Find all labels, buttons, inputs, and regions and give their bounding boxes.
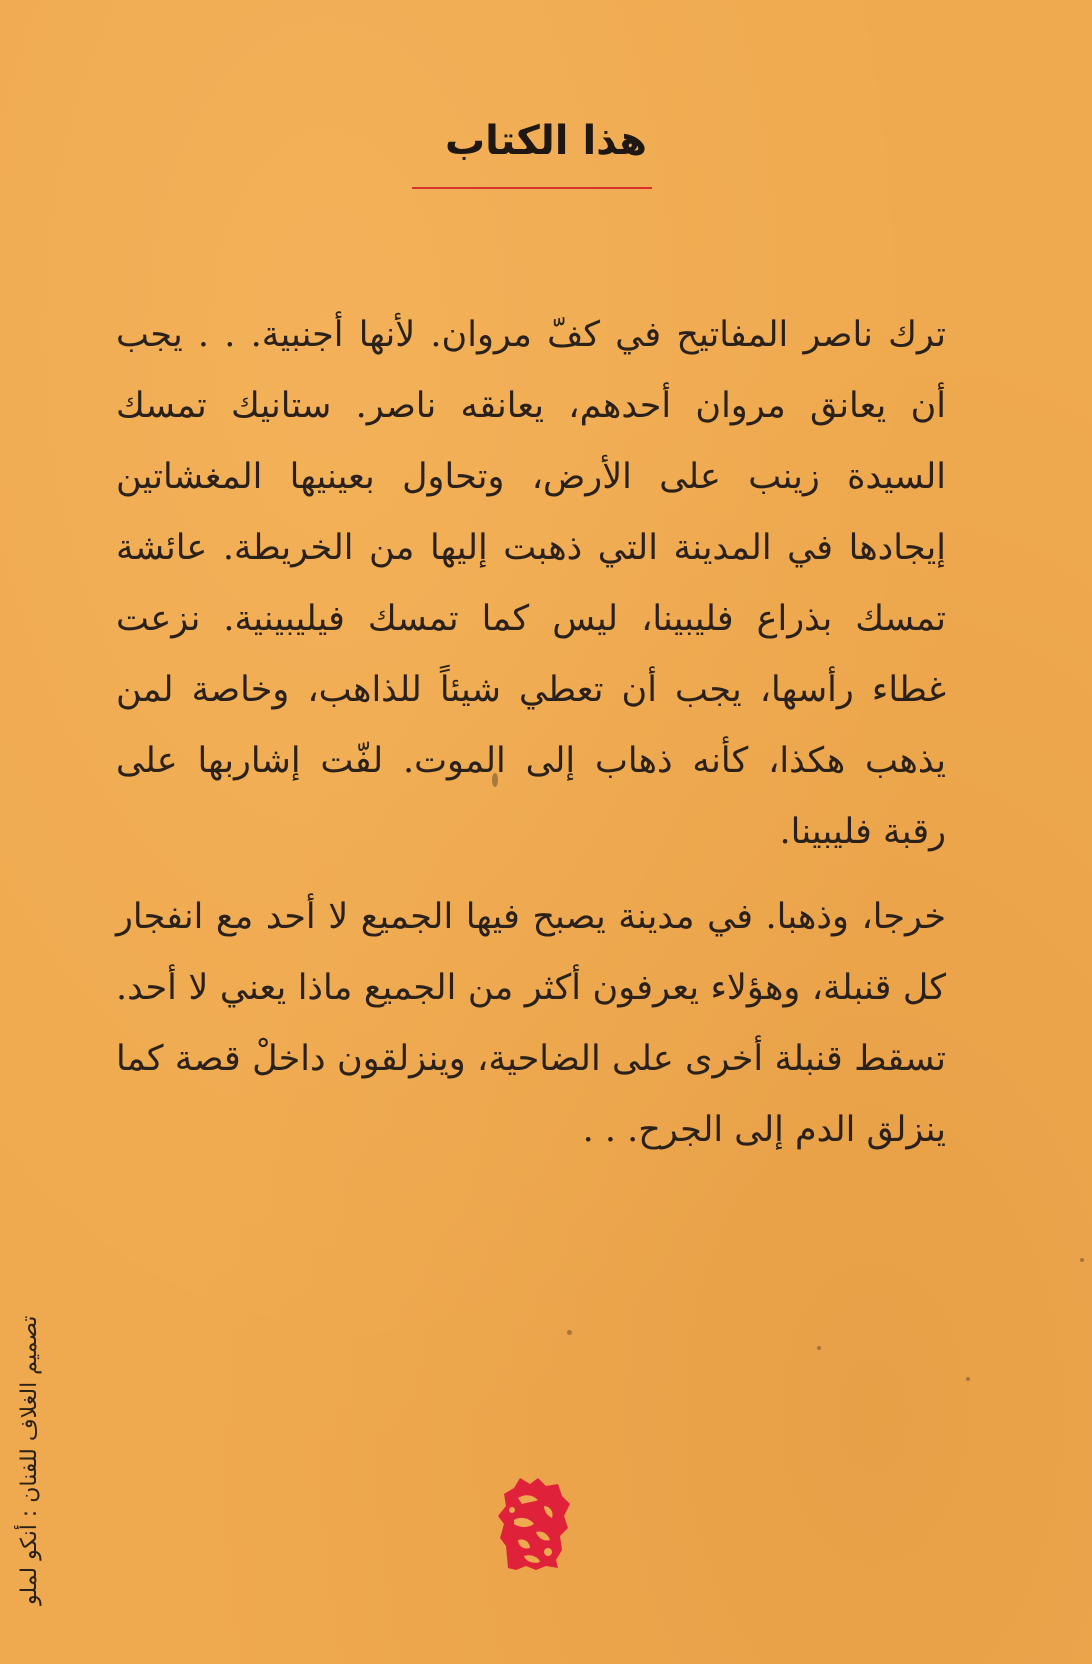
publisher-logo-svg [488, 1476, 574, 1572]
paper-speck [966, 1377, 970, 1381]
paper-speck [567, 1330, 572, 1335]
paper-speck [492, 773, 498, 787]
cover-design-credit: تصميم الغلاف للفنان : أنكو لملو [17, 1315, 42, 1605]
blurb-paragraph-2: خرجا، وذهبا. في مدينة يصبح فيها الجميع لا أحد مع انفجار كل قنبلة، وهؤلاء يعرفون أكثر من الجميع ماذا يعني لا أحد. تسقط قنبلة أخرى على الضاحية، وينزلقون داخلْ قصة كما ينزلق الدم إلى الجرح. . . [116, 897, 946, 1150]
cover-title: هذا الكتاب [444, 118, 647, 164]
blurb-text [116, 300, 946, 1166]
title-underline [412, 187, 652, 189]
blurb-paragraph-1: ترك ناصر المفاتيح في كفّ مروان. لأنها أجنبية. . . يجب أن يعانق مروان أحدهم، يعانقه ناصر. ستانيك تمسك السيدة زينب على الأرض، وتحاول بعينيها المغشاتين إيجادها في المدينة التي ذهبت إليها من الخريطة. عائشة تمسك بذراع فليبينا، ليس كما تمسك فيليبينية. نزعت غطاء رأسها، يجب أن تعطي شيئاً للذاهب، وخاصة لمن يذهب هكذا، كأنه ذهاب إلى الموت. لفّت إشاربها على رقبة فليبينا. [116, 315, 946, 852]
publisher-logo-icon [488, 1476, 574, 1572]
paper-speck [1080, 1258, 1084, 1262]
paper-speck [817, 1346, 821, 1350]
